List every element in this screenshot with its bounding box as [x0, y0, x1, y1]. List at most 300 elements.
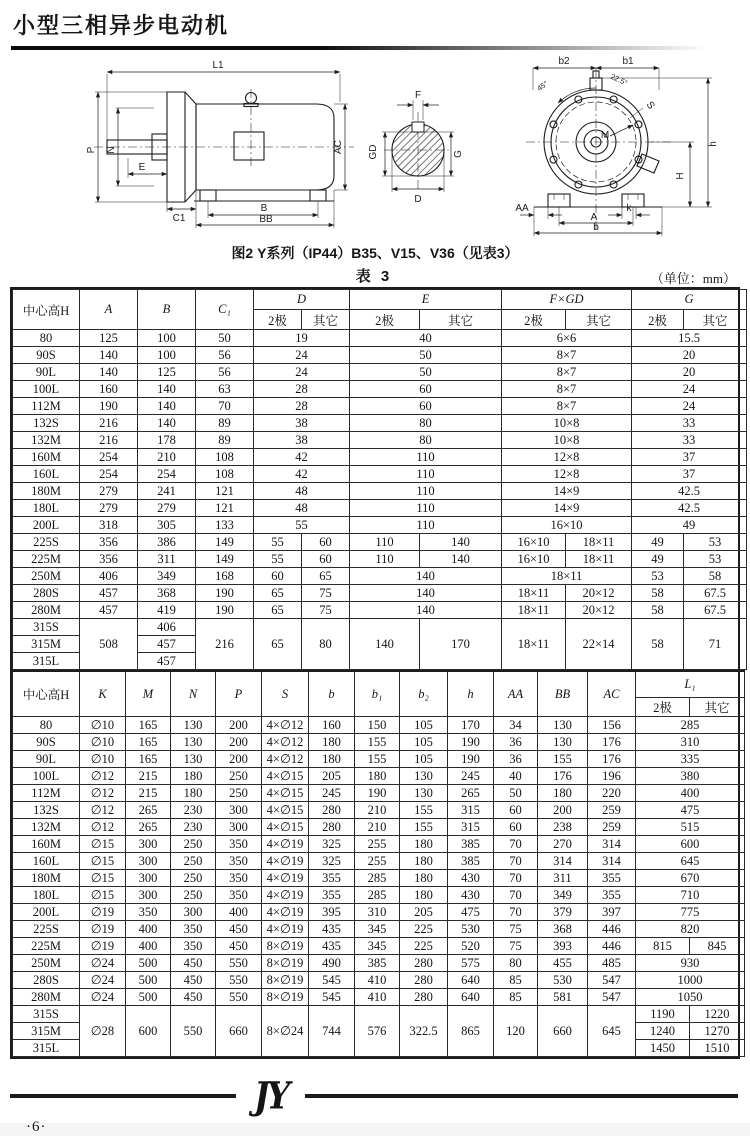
table-cell: 515	[636, 819, 745, 836]
table-row	[13, 500, 747, 517]
table-cell: 58	[632, 619, 684, 670]
table-cell: 640	[448, 989, 494, 1006]
table-cell: 18×11	[502, 602, 566, 619]
table-cell: 545	[309, 989, 355, 1006]
table-cell: 1270	[690, 1023, 745, 1040]
table-cell: 100	[138, 347, 196, 364]
table-title-row	[10, 264, 738, 287]
table-cell: 355	[588, 870, 636, 887]
table-cell: 105	[400, 734, 448, 751]
table-cell: 386	[138, 534, 196, 551]
table-cell: 6×6	[502, 330, 632, 347]
column-header: 2极	[632, 310, 684, 330]
table-cell: 70	[196, 398, 254, 415]
table-cell: 67.5	[684, 602, 747, 619]
table-cell: 245	[309, 785, 355, 802]
table-cell: 58	[632, 602, 684, 619]
table-row	[13, 768, 745, 785]
table-cell: 4×∅19	[262, 921, 309, 938]
table-cell: 395	[309, 904, 355, 921]
table-cell: 345	[355, 938, 400, 955]
table-cell: 140	[138, 415, 196, 432]
title-rule	[11, 46, 738, 50]
table-cell: 130	[171, 717, 216, 734]
table-cell: 130	[538, 717, 588, 734]
table-cell: 279	[80, 483, 138, 500]
table-cell: ∅19	[80, 938, 126, 955]
table-cell: 38	[254, 432, 350, 449]
table-cell: 37	[632, 466, 747, 483]
table-row	[13, 364, 747, 381]
row-label: 132M	[13, 432, 80, 449]
table-cell: ∅24	[80, 989, 126, 1006]
figure-group	[0, 54, 750, 242]
table-cell: 450	[171, 972, 216, 989]
table-cell: 530	[538, 972, 588, 989]
table-row	[13, 330, 747, 347]
table-cell: 581	[538, 989, 588, 1006]
table-cell: 280	[309, 819, 355, 836]
table-cell: 455	[538, 955, 588, 972]
table-cell: 820	[636, 921, 745, 938]
table-cell: 350	[216, 836, 262, 853]
table-cell: 37	[632, 449, 747, 466]
table-cell: 315	[448, 819, 494, 836]
table-cell: 265	[126, 819, 171, 836]
table-cell: 350	[126, 904, 171, 921]
table-cell: 63	[196, 381, 254, 398]
table-cell: 4×∅12	[262, 751, 309, 768]
table-cell: 450	[216, 921, 262, 938]
column-header: AC	[588, 671, 636, 717]
column-header: AA	[494, 671, 538, 717]
table-cell: 140	[350, 585, 502, 602]
table-cell: 241	[138, 483, 196, 500]
table-cell: 4×∅15	[262, 802, 309, 819]
column-header: 2极	[254, 310, 302, 330]
table-cell: 75	[494, 921, 538, 938]
dim-label-c1: C1	[172, 213, 186, 224]
table-cell: 356	[80, 551, 138, 568]
table-cell: 645	[636, 853, 745, 870]
column-header: M	[126, 671, 171, 717]
column-header: K	[80, 671, 126, 717]
table-cell: 20×12	[566, 585, 632, 602]
table-cell: 930	[636, 955, 745, 972]
table-cell: 350	[171, 921, 216, 938]
table-cell: 42	[254, 449, 350, 466]
table-cell: 400	[126, 938, 171, 955]
dim-label-a: A	[590, 212, 598, 223]
table-cell: ∅12	[80, 819, 126, 836]
row-label: 90S	[13, 734, 80, 751]
table-cell: 121	[196, 483, 254, 500]
table-cell: 4×∅15	[262, 768, 309, 785]
table-cell: 160	[309, 717, 355, 734]
column-header: 2极	[350, 310, 420, 330]
table-cell: 255	[355, 853, 400, 870]
table-cell: 318	[80, 517, 138, 534]
column-header: b₂	[400, 671, 448, 717]
angle-label-22-5: 22.5°	[609, 71, 629, 88]
table-cell: 180	[309, 734, 355, 751]
table-cell: 4×∅19	[262, 836, 309, 853]
row-label: 180M	[13, 870, 80, 887]
row-label: 200L	[13, 517, 80, 534]
table-cell: 85	[494, 989, 538, 1006]
table-cell: 60	[254, 568, 302, 585]
table-cell: 80	[350, 415, 502, 432]
table-cell: 815	[636, 938, 690, 955]
table-cell: 385	[448, 853, 494, 870]
table-cell: 55	[254, 517, 350, 534]
row-label: 132S	[13, 415, 80, 432]
table-cell: 140	[350, 602, 502, 619]
row-label: 315S	[13, 1006, 80, 1023]
table-cell: 20	[632, 364, 747, 381]
table-cell: 170	[448, 717, 494, 734]
table-cell: 775	[636, 904, 745, 921]
table-cell: 155	[400, 819, 448, 836]
dim-label-b-base: b	[593, 222, 599, 233]
table-cell: 50	[350, 364, 502, 381]
table-cell: 660	[538, 1006, 588, 1057]
table-cell: 42	[254, 466, 350, 483]
row-label: 315M	[13, 1023, 80, 1040]
column-header: 中心高H	[13, 290, 80, 330]
table-cell: 58	[684, 568, 747, 585]
dim-label-b: B	[260, 203, 268, 214]
table-cell: 280	[309, 802, 355, 819]
column-header: 2极	[636, 698, 690, 717]
row-label: 315M	[13, 636, 80, 653]
table-cell: 300	[216, 802, 262, 819]
dim-label-b1: b1	[622, 56, 634, 67]
row-label: 112M	[13, 398, 80, 415]
table-row	[13, 517, 747, 534]
row-label: 90S	[13, 347, 80, 364]
table-cell: 80	[494, 955, 538, 972]
table-cell: 845	[690, 938, 745, 955]
table-row	[13, 432, 747, 449]
table-cell: 176	[588, 734, 636, 751]
table-cell: 65	[302, 568, 350, 585]
table-row	[13, 551, 747, 568]
table-cell: 28	[254, 381, 350, 398]
row-label: 280M	[13, 602, 80, 619]
table-cell: 205	[309, 768, 355, 785]
row-label: 100L	[13, 768, 80, 785]
table-cell: 70	[494, 836, 538, 853]
table-cell: 4×∅19	[262, 904, 309, 921]
row-label: 280S	[13, 972, 80, 989]
table-cell: 450	[216, 938, 262, 955]
table-cell: 19	[254, 330, 350, 347]
table-cell: 310	[355, 904, 400, 921]
table-cell: 545	[309, 972, 355, 989]
table-cell: ∅19	[80, 921, 126, 938]
table-cell: 108	[196, 466, 254, 483]
table-cell: 48	[254, 483, 350, 500]
table-cell: 550	[216, 989, 262, 1006]
table-cell: 56	[196, 347, 254, 364]
table-row	[13, 955, 745, 972]
row-label: 280S	[13, 585, 80, 602]
table-cell: 110	[350, 500, 502, 517]
table-cell: 300	[171, 904, 216, 921]
table-cell: 335	[636, 751, 745, 768]
table-cell: ∅12	[80, 768, 126, 785]
table-cell: 89	[196, 415, 254, 432]
table-cell: 24	[632, 398, 747, 415]
table-cell: 110	[350, 483, 502, 500]
table-cell: 457	[80, 602, 138, 619]
table-cell: 121	[196, 500, 254, 517]
table-cell: ∅28	[80, 1006, 126, 1057]
table-cell: 575	[448, 955, 494, 972]
table-cell: 265	[126, 802, 171, 819]
table-row	[13, 415, 747, 432]
table-cell: 259	[588, 802, 636, 819]
table-cell: 210	[138, 449, 196, 466]
table-cell: 65	[254, 585, 302, 602]
table-cell: 500	[126, 989, 171, 1006]
table-cell: 133	[196, 517, 254, 534]
table-cell: 14×9	[502, 500, 632, 517]
table-cell: 125	[138, 364, 196, 381]
dim-label-k: k	[626, 203, 632, 214]
table-cell: 1190	[636, 1006, 690, 1023]
table-cell: 457	[80, 585, 138, 602]
table-row	[13, 904, 745, 921]
table-cell: 155	[355, 751, 400, 768]
table-cell: 60	[350, 398, 502, 415]
table-cell: 410	[355, 972, 400, 989]
table-cell: 180	[538, 785, 588, 802]
table-cell: 547	[588, 989, 636, 1006]
table-cell: 180	[355, 768, 400, 785]
table-cell: 110	[350, 466, 502, 483]
table-cell: 12×8	[502, 466, 632, 483]
table-cell: 140	[80, 347, 138, 364]
column-header: 其它	[420, 310, 502, 330]
table-cell: 16×10	[502, 534, 566, 551]
table-cell: ∅15	[80, 853, 126, 870]
table-cell: 24	[632, 381, 747, 398]
column-header: A	[80, 290, 138, 330]
table-cell: 140	[350, 568, 502, 585]
column-header: S	[262, 671, 309, 717]
table-cell: 60	[350, 381, 502, 398]
table-row	[13, 938, 745, 955]
table-cell: 75	[302, 585, 350, 602]
table-cell: 355	[309, 887, 355, 904]
table-cell: 205	[400, 904, 448, 921]
table-cell: 16×10	[502, 517, 632, 534]
dimension-table-wrapper	[10, 287, 740, 1059]
column-header: h	[448, 671, 494, 717]
table-cell: 24	[254, 364, 350, 381]
table-row	[13, 751, 745, 768]
table-cell: 660	[216, 1006, 262, 1057]
column-header: 其它	[566, 310, 632, 330]
table-cell: 8×7	[502, 398, 632, 415]
table-cell: 16×10	[502, 551, 566, 568]
table-cell: 300	[126, 853, 171, 870]
table-cell: 670	[636, 870, 745, 887]
table-cell: 55	[254, 534, 302, 551]
dim-label-h-small: h	[708, 141, 719, 147]
table-cell: 8×∅19	[262, 938, 309, 955]
table-cell: 200	[538, 802, 588, 819]
table-cell: 125	[80, 330, 138, 347]
table-cell: 53	[684, 534, 747, 551]
table-cell: 419	[138, 602, 196, 619]
dimension-table-upper	[12, 289, 747, 670]
table-cell: 150	[355, 717, 400, 734]
table-cell: 56	[196, 364, 254, 381]
table-cell: 254	[138, 466, 196, 483]
table-cell: 300	[126, 870, 171, 887]
table-cell: 1050	[636, 989, 745, 1006]
table-cell: 50	[350, 347, 502, 364]
table-cell: 38	[254, 415, 350, 432]
table-cell: 430	[448, 870, 494, 887]
footer-rule-right	[305, 1094, 738, 1098]
table-cell: 8×7	[502, 347, 632, 364]
table-cell: 55	[254, 551, 302, 568]
table-cell: 255	[355, 836, 400, 853]
table-cell: 250	[171, 853, 216, 870]
table-cell: 250	[216, 768, 262, 785]
table-cell: 190	[196, 585, 254, 602]
table-cell: 36	[494, 734, 538, 751]
column-header: b₁	[355, 671, 400, 717]
table-cell: 250	[171, 836, 216, 853]
figure-shaft-section	[368, 90, 466, 206]
row-label: 160L	[13, 853, 80, 870]
table-cell: 110	[350, 534, 420, 551]
table-cell: 42.5	[632, 500, 747, 517]
row-label: 160L	[13, 466, 80, 483]
table-cell: 4×∅19	[262, 870, 309, 887]
table-cell: 165	[126, 734, 171, 751]
page-title: 小型三相异步电动机	[13, 13, 230, 38]
row-label: 80	[13, 717, 80, 734]
table-cell: 238	[538, 819, 588, 836]
table-row	[13, 466, 747, 483]
table-cell: 65	[254, 619, 302, 670]
table-cell: 176	[538, 768, 588, 785]
table-cell: 130	[538, 734, 588, 751]
table-cell: 259	[588, 819, 636, 836]
table-cell: 410	[355, 989, 400, 1006]
table-cell: 279	[138, 500, 196, 517]
table-cell: 530	[448, 921, 494, 938]
table-cell: 180	[400, 870, 448, 887]
table-cell: 216	[80, 415, 138, 432]
table-row	[13, 398, 747, 415]
table-cell: 385	[355, 955, 400, 972]
table-cell: 485	[588, 955, 636, 972]
row-label: 225M	[13, 551, 80, 568]
table-cell: 475	[448, 904, 494, 921]
table-cell: 190	[448, 734, 494, 751]
dim-label-n: N	[106, 146, 117, 154]
table-cell: 400	[636, 785, 745, 802]
row-label: 250M	[13, 568, 80, 585]
table-cell: 40	[350, 330, 502, 347]
column-header: D	[254, 290, 350, 310]
table-cell: 50	[494, 785, 538, 802]
table-cell: 18×11	[502, 619, 566, 670]
table-cell: 89	[196, 432, 254, 449]
table-row	[13, 989, 745, 1006]
table-cell: 110	[350, 551, 420, 568]
table-cell: 18×11	[566, 551, 632, 568]
table-cell: 393	[538, 938, 588, 955]
table-row	[13, 870, 745, 887]
table-cell: 430	[448, 887, 494, 904]
table-cell: 744	[309, 1006, 355, 1057]
table-cell: 508	[80, 619, 138, 670]
table-cell: 280	[400, 989, 448, 1006]
table-cell: 75	[302, 602, 350, 619]
table-cell: 250	[171, 870, 216, 887]
dim-label-g: G	[453, 150, 464, 158]
row-label: 180L	[13, 500, 80, 517]
table-row	[13, 585, 747, 602]
row-label: 180L	[13, 887, 80, 904]
table-cell: 155	[400, 802, 448, 819]
table-cell: 176	[588, 751, 636, 768]
table-cell: 4×∅15	[262, 785, 309, 802]
table-cell: 216	[80, 432, 138, 449]
table-cell: 349	[538, 887, 588, 904]
table-row	[13, 819, 745, 836]
table-cell: 8×7	[502, 381, 632, 398]
table-cell: 170	[420, 619, 502, 670]
table-cell: 8×∅24	[262, 1006, 309, 1057]
table-cell: 200	[216, 751, 262, 768]
column-header: G	[632, 290, 747, 310]
table-cell: 15.5	[632, 330, 747, 347]
table-cell: 50	[196, 330, 254, 347]
table-cell: 65	[254, 602, 302, 619]
table-cell: 49	[632, 551, 684, 568]
table-cell: 230	[171, 819, 216, 836]
table-cell: 1450	[636, 1040, 690, 1057]
table-cell: 216	[196, 619, 254, 670]
table-row	[13, 802, 745, 819]
table-cell: 397	[588, 904, 636, 921]
column-header: 2极	[502, 310, 566, 330]
table-cell: 645	[588, 1006, 636, 1057]
dim-label-f: F	[414, 90, 422, 101]
table-cell: 406	[80, 568, 138, 585]
table-cell: 435	[309, 921, 355, 938]
table-cell: 180	[400, 836, 448, 853]
table-cell: 4×∅15	[262, 819, 309, 836]
table-cell: 140	[420, 534, 502, 551]
table-cell: 49	[632, 517, 747, 534]
table-row	[13, 347, 747, 364]
table-cell: 547	[588, 972, 636, 989]
table-cell: ∅10	[80, 717, 126, 734]
table-cell: 300	[126, 887, 171, 904]
table-cell: 280	[400, 955, 448, 972]
column-header: L₁	[636, 671, 745, 698]
